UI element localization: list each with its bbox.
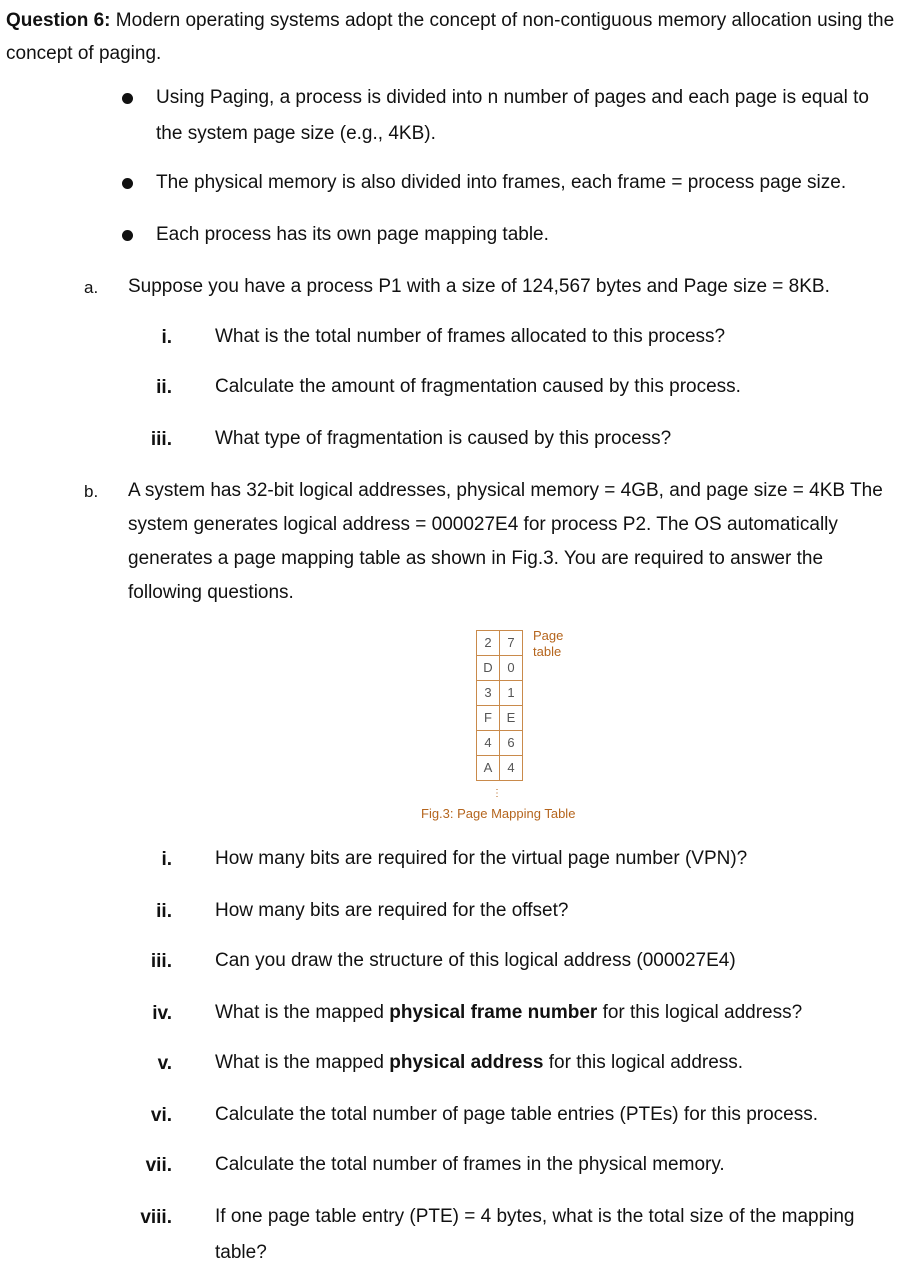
table-row xyxy=(477,656,523,681)
part-b-item-number: iv. xyxy=(152,1003,172,1024)
bullet-item: Using Paging, a process is divided into n number of pages and each page is equal to the system page size (e.g., 4KB). xyxy=(156,87,869,144)
item-text-pre: What is the mapped xyxy=(215,1002,390,1023)
table-cell: 2 xyxy=(477,631,500,656)
table-cell: 1 xyxy=(500,681,523,706)
page-mapping-table xyxy=(476,630,523,781)
item-text-pre: What is the mapped xyxy=(215,1052,390,1073)
part-b-item-text: How many bits are required for the offset? xyxy=(215,900,569,921)
part-a-item-number: i. xyxy=(161,327,172,348)
part-b-item-number: v. xyxy=(157,1053,172,1074)
table-cell: E xyxy=(500,706,523,731)
bullet-icon xyxy=(122,230,133,241)
question-heading xyxy=(6,4,902,70)
page-table-label-line2: table xyxy=(533,644,562,659)
page-table-label-line1: Page xyxy=(533,628,564,643)
part-b-item-text: Calculate the total number of page table entries (PTEs) for this process. xyxy=(215,1104,819,1125)
part-b-item-number: viii. xyxy=(140,1207,172,1228)
bullet-item: Each process has its own page mapping table. xyxy=(156,224,549,245)
table-row xyxy=(477,681,523,706)
part-a-item-text: Calculate the amount of fragmentation caused by this process. xyxy=(215,376,741,397)
part-b-item-text: Can you draw the structure of this logical address (000027E4) xyxy=(215,950,736,971)
part-b-item-number: iii. xyxy=(150,951,172,972)
table-row xyxy=(477,631,523,656)
part-b-item-text xyxy=(215,1045,900,1081)
table-row xyxy=(477,706,523,731)
item-text-bold: physical frame number xyxy=(389,1002,598,1023)
part-a-item-number: iii. xyxy=(150,429,172,450)
part-b-item-number: vii. xyxy=(145,1155,172,1176)
table-cell: 3 xyxy=(477,681,500,706)
table-cell: 7 xyxy=(500,631,523,656)
question-text: Modern operating systems adopt the concept of non-contiguous memory allocation using the concept of paging. xyxy=(6,10,895,64)
bullet-item: The physical memory is also divided into frames, each frame = process page size. xyxy=(156,172,847,193)
item-text-bold: physical address xyxy=(389,1052,544,1073)
part-a-item-text: What is the total number of frames allocated to this process? xyxy=(215,326,726,347)
part-a-text: Suppose you have a process P1 with a size of 124,567 bytes and Page size = 8KB. xyxy=(128,276,830,297)
table-row xyxy=(477,731,523,756)
part-a-letter: a. xyxy=(84,278,99,297)
page-table-label xyxy=(533,628,583,660)
item-text-post: for this logical address. xyxy=(543,1052,744,1073)
item-text-post: for this logical address? xyxy=(597,1002,803,1023)
part-b-item-text xyxy=(215,995,900,1031)
part-a-item-number: ii. xyxy=(156,377,172,398)
table-cell: 4 xyxy=(477,731,500,756)
bullet-icon xyxy=(122,93,133,104)
part-b-item-text: Calculate the total number of frames in the physical memory. xyxy=(215,1154,725,1175)
part-b-item-number: vi. xyxy=(150,1105,172,1126)
part-b-text: A system has 32-bit logical addresses, physical memory = 4GB, and page size = 4KB The system generates logical address = 000027E4 for process P2. The OS automatically generates a page mapping table as shown in Fig.3. You are required to answer the following questions. xyxy=(128,480,883,603)
part-b-item-text: How many bits are required for the virtual page number (VPN)? xyxy=(215,848,748,869)
part-a-item-text: What type of fragmentation is caused by this process? xyxy=(215,428,672,449)
part-b-item-text: If one page table entry (PTE) = 4 bytes, what is the total size of the mapping table? xyxy=(215,1206,855,1263)
table-row xyxy=(477,756,523,781)
question-label: Question 6: xyxy=(6,10,111,31)
ellipsis-icon: ⋮ xyxy=(492,788,502,799)
part-b-letter: b. xyxy=(84,482,99,501)
table-cell: F xyxy=(477,706,500,731)
part-b-item-number: i. xyxy=(161,849,172,870)
figure-caption: Fig.3: Page Mapping Table xyxy=(421,806,576,821)
table-cell: D xyxy=(477,656,500,681)
table-cell: 6 xyxy=(500,731,523,756)
bullet-icon xyxy=(122,178,133,189)
part-b-item-number: ii. xyxy=(156,901,172,922)
table-cell: 0 xyxy=(500,656,523,681)
table-cell: 4 xyxy=(500,756,523,781)
table-cell: A xyxy=(477,756,500,781)
